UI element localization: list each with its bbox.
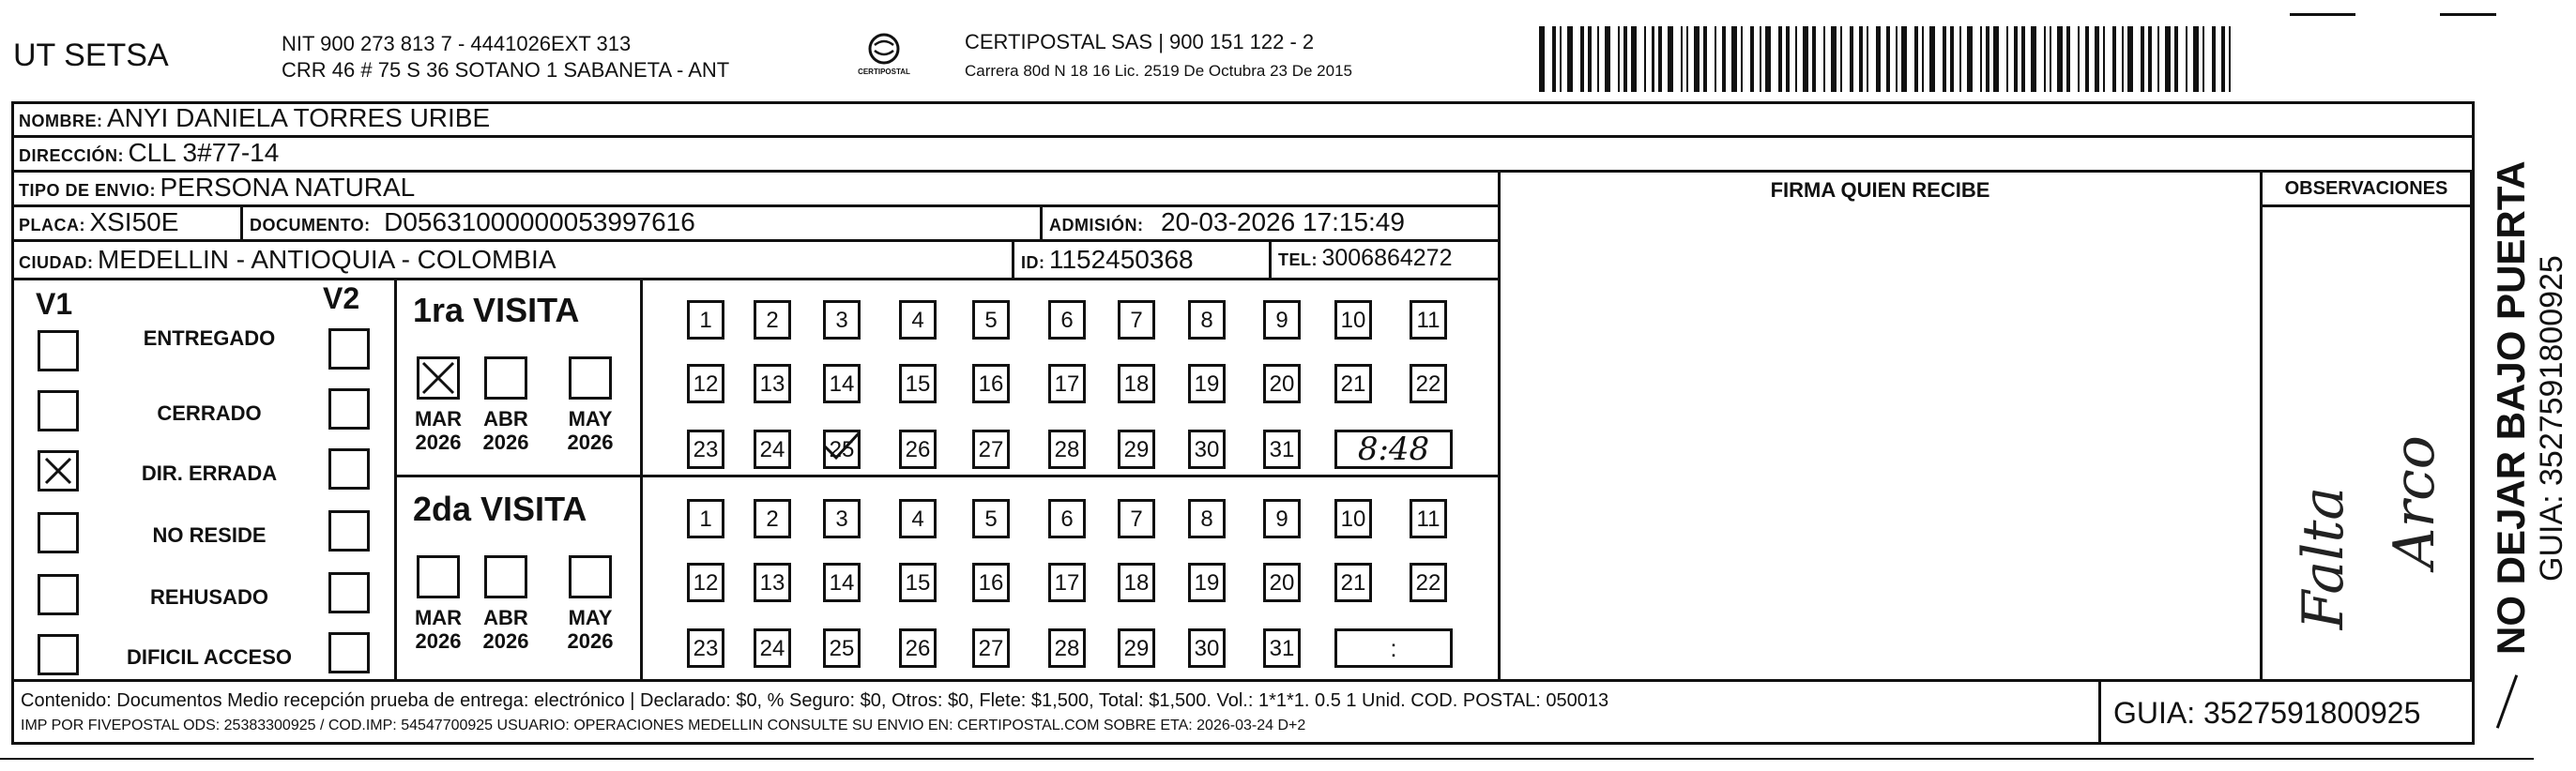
day-box[interactable]: 19 [1188, 563, 1226, 602]
day-box[interactable]: 31 [1263, 628, 1301, 668]
id-label: ID: [1021, 253, 1045, 272]
barcode-bar [1914, 26, 1918, 92]
tipo-row [19, 173, 415, 203]
day-box[interactable]: 14 [823, 364, 861, 403]
day-box[interactable]: 1 [687, 300, 724, 340]
day-box[interactable]: 24 [754, 628, 791, 668]
handwriting-line-2: Arco [2381, 435, 2447, 568]
col-divider [394, 475, 1500, 477]
day-box[interactable]: 13 [754, 563, 791, 602]
documento-value: D05631000000053997616 [384, 207, 695, 236]
barcode-bar [1644, 26, 1646, 92]
barcode-bar [1803, 26, 1808, 92]
barcode-bar [1886, 26, 1890, 92]
barcode-bar [2050, 26, 2051, 92]
day-box[interactable]: 21 [1334, 364, 1372, 403]
month-year: 2026 [567, 431, 614, 454]
id-cell [1021, 245, 1194, 275]
day-box[interactable]: 12 [687, 563, 724, 602]
v2-checkbox[interactable] [328, 388, 370, 430]
nombre-value: ANYI DANIELA TORRES URIBE [106, 103, 491, 132]
logo-text: CERTIPOSTAL [858, 68, 910, 76]
scan-line [0, 758, 2534, 760]
check-x-icon [419, 359, 457, 397]
day-box[interactable]: 8 [1188, 499, 1226, 538]
month-label [559, 407, 621, 454]
barcode-bar [2157, 26, 2159, 92]
placa-value: XSI50E [89, 207, 179, 236]
nombre-label: NOMBRE: [19, 112, 103, 130]
nit-line: NIT 900 273 813 7 - 4441026EXT 313 [282, 32, 632, 55]
barcode-bar [2141, 26, 2144, 92]
col-divider [2098, 679, 2101, 745]
barcode-bar [1896, 26, 1898, 92]
barcode-bar [1959, 26, 1961, 92]
barcode-bar [1967, 26, 1973, 92]
barcode-bar [1980, 26, 1982, 92]
barcode-bar [1686, 26, 1688, 92]
day-box[interactable]: 23 [687, 628, 724, 668]
v1-checkbox[interactable] [38, 574, 79, 615]
barcode-bar [1765, 26, 1771, 92]
day-box[interactable]: 2 [754, 300, 791, 340]
barcode-bar [2006, 26, 2008, 92]
scan-mark [2496, 674, 2518, 728]
barcode-bar [2122, 26, 2124, 92]
status-label: REHUSADO [150, 585, 268, 609]
month-label [475, 606, 537, 653]
barcode-bar [1741, 26, 1743, 92]
barcode-bar [1823, 26, 1825, 92]
tipo-value: PERSONA NATURAL [160, 173, 416, 202]
month-year: 2026 [567, 629, 614, 653]
tel-label: TEL: [1278, 250, 1318, 269]
col-divider [2260, 170, 2263, 682]
barcode-bar [2085, 26, 2089, 92]
month-name: MAY [568, 606, 613, 629]
barcode-bar [1597, 26, 1599, 92]
day-box[interactable]: 11 [1410, 300, 1447, 340]
barcode-bar [1760, 26, 1761, 92]
row-divider [11, 679, 2475, 682]
month-label [475, 407, 537, 454]
placa-label: PLACA: [19, 216, 85, 234]
scan-line [2290, 13, 2355, 16]
barcode-bar [2112, 26, 2116, 92]
barcode-bar [2103, 26, 2105, 92]
month-name: MAR [414, 407, 463, 431]
footer-line-1: Contenido: Documentos Medio recepción prueba de entrega: electrónico | Declarado: $0, % Seguro: $0, Otros: $0, Flete: $1,500, Total: $1,500. Vol.: 1*1*1. 0.5 1 Unid. COD. POSTAL: 050013 [21, 690, 1609, 711]
day-box[interactable]: 20 [1263, 563, 1301, 602]
v1-checkbox[interactable] [38, 450, 79, 491]
status-label: NO RESIDE [152, 523, 267, 547]
day-box[interactable]: 22 [1410, 364, 1447, 403]
barcode-bar [1681, 26, 1683, 92]
barcode-bar [1605, 26, 1610, 92]
admision-cell [1049, 207, 1405, 237]
barcode-bar [2066, 26, 2070, 92]
documento-cell [250, 207, 695, 237]
col-divider [1012, 239, 1014, 280]
v1-checkbox[interactable] [38, 634, 79, 675]
day-box[interactable]: 29 [1118, 430, 1155, 469]
col-divider [1498, 170, 1501, 682]
side-guia: GUIA: 3527591800925 [2534, 255, 2569, 582]
barcode-bar [1795, 26, 1797, 92]
barcode-bar [2057, 26, 2063, 92]
barcode-bar [1778, 26, 1782, 92]
month-name: ABR [483, 606, 528, 629]
row-divider [11, 239, 1501, 242]
day-box[interactable]: 21 [1334, 563, 1372, 602]
barcode-bar [1943, 26, 1946, 92]
visit-title: 1ra VISITA [413, 291, 580, 329]
ciudad-cell [19, 245, 556, 275]
barcode-bar [1831, 26, 1837, 92]
barcode-bar [1859, 26, 1863, 92]
barcode-bar [1567, 26, 1573, 92]
day-box[interactable]: 10 [1334, 499, 1372, 538]
barcode-bar [1694, 26, 1700, 92]
day-box[interactable]: 24 [754, 430, 791, 469]
day-box[interactable]: 28 [1048, 430, 1086, 469]
day-box[interactable]: 30 [1188, 430, 1226, 469]
month-year: 2026 [415, 431, 462, 454]
status-label: ENTREGADO [143, 326, 276, 350]
footer-line-2: IMP POR FIVEPOSTAL ODS: 25383300925 / COD.IMP: 54547700925 USUARIO: OPERACIONES MEDELLIN CONSULTE SU ENVIO EN: CERTIPOSTAL.COM SOBRE ETA: 2026-03-24 D+2 [21, 718, 1306, 733]
v2-label: V2 [323, 281, 360, 315]
day-box[interactable]: 14 [823, 563, 861, 602]
day-box[interactable]: 20 [1263, 364, 1301, 403]
time-box[interactable]: : [1334, 628, 1453, 668]
day-box[interactable]: 19 [1188, 364, 1226, 403]
status-label: DIFICIL ACCESO [126, 645, 292, 669]
direccion-label: DIRECCIÓN: [19, 146, 124, 165]
license-line: Carrera 80d N 18 16 Lic. 2519 De Octubra 23 De 2015 [965, 62, 1352, 80]
status-label: DIR. ERRADA [141, 461, 278, 485]
footer-guia: GUIA: 3527591800925 [2113, 696, 2421, 730]
row-divider [11, 278, 1501, 280]
barcode-bar [1929, 26, 1935, 92]
barcode-bar [2221, 26, 2225, 92]
barcode-bar [2148, 26, 2152, 92]
day-box[interactable]: 31 [1263, 430, 1301, 469]
day-box[interactable]: 26 [899, 628, 937, 668]
v2-checkbox[interactable] [328, 510, 370, 552]
month-checkbox[interactable] [484, 356, 527, 400]
day-box[interactable]: 16 [972, 364, 1010, 403]
day-box[interactable]: 11 [1410, 499, 1447, 538]
day-box[interactable]: 8 [1188, 300, 1226, 340]
day-box[interactable]: 18 [1118, 364, 1155, 403]
barcode-bar [1993, 26, 1999, 92]
barcode-bar [2031, 26, 2036, 92]
tel-value: 3006864272 [1321, 245, 1453, 271]
month-label [559, 606, 621, 653]
barcode-bar [1950, 26, 1954, 92]
day-box[interactable]: 27 [972, 628, 1010, 668]
certipostal-logo [846, 32, 922, 84]
month-checkbox[interactable] [484, 555, 527, 598]
barcode-bar [1580, 26, 1584, 92]
barcode-bar [2127, 26, 2133, 92]
day-box[interactable]: 26 [899, 430, 937, 469]
month-year: 2026 [482, 431, 529, 454]
day-box[interactable]: 27 [972, 430, 1010, 469]
visit-title: 2da VISITA [413, 490, 587, 528]
time-box[interactable]: 8:48 [1334, 430, 1453, 469]
v2-checkbox[interactable] [328, 632, 370, 673]
day-box[interactable]: 25 [823, 430, 861, 469]
month-name: MAY [568, 407, 613, 431]
direccion-row [19, 138, 279, 168]
v1-checkbox[interactable] [38, 512, 79, 553]
barcode [1539, 26, 2238, 92]
barcode-bar [1703, 26, 1707, 92]
v1-label: V1 [36, 287, 73, 321]
logo-emblem-icon [846, 32, 922, 84]
barcode-bar [2193, 26, 2199, 92]
barcode-bar [1867, 26, 1868, 92]
firma-header: FIRMA QUIEN RECIBE [1770, 178, 1990, 202]
placa-cell [19, 207, 178, 237]
month-name: MAR [414, 606, 463, 629]
col-divider [394, 278, 397, 681]
day-box[interactable]: 30 [1188, 628, 1226, 668]
day-box[interactable]: 10 [1334, 300, 1372, 340]
day-box[interactable]: 9 [1263, 300, 1301, 340]
barcode-bar [1750, 26, 1754, 92]
day-box[interactable]: 6 [1048, 300, 1086, 340]
day-check-icon [823, 430, 861, 467]
day-box[interactable]: 4 [899, 499, 937, 538]
id-value: 1152450368 [1048, 245, 1194, 274]
documento-label: DOCUMENTO: [250, 216, 371, 234]
barcode-bar [1631, 26, 1637, 92]
barcode-bar [1658, 26, 1662, 92]
col-divider [2470, 170, 2473, 682]
barcode-bar [1715, 26, 1716, 92]
day-box[interactable]: 2 [754, 499, 791, 538]
day-box[interactable]: 17 [1048, 364, 1086, 403]
nombre-row [19, 103, 490, 133]
barcode-bar [1588, 26, 1592, 92]
v2-checkbox[interactable] [328, 448, 370, 490]
day-box[interactable]: 29 [1118, 628, 1155, 668]
day-box[interactable]: 12 [687, 364, 724, 403]
admision-value: 20-03-2026 17:15:49 [1160, 207, 1405, 236]
col-divider [1269, 239, 1272, 280]
col-divider [640, 278, 643, 681]
day-box[interactable]: 15 [899, 563, 937, 602]
ciudad-label: CIUDAD: [19, 253, 94, 272]
day-box[interactable]: 22 [1410, 563, 1447, 602]
barcode-bar [2014, 26, 2018, 92]
barcode-bar [1922, 26, 1924, 92]
barcode-bar [1986, 26, 1989, 92]
barcode-bar [1901, 26, 1907, 92]
day-box[interactable]: 7 [1118, 499, 1155, 538]
observaciones-note [2280, 413, 2459, 666]
v2-checkbox[interactable] [328, 572, 370, 613]
month-label [407, 606, 469, 653]
day-box[interactable]: 28 [1048, 628, 1086, 668]
day-box[interactable]: 25 [823, 628, 861, 668]
day-box[interactable]: 4 [899, 300, 937, 340]
barcode-bar [2212, 26, 2216, 92]
month-checkbox[interactable] [417, 356, 460, 400]
handwriting-line-1: Falta [2291, 486, 2357, 630]
barcode-bar [2165, 26, 2171, 92]
barcode-bar [2078, 26, 2080, 92]
ciudad-value: MEDELLIN - ANTIOQUIA - COLOMBIA [97, 245, 556, 274]
barcode-bar [1652, 26, 1655, 92]
barcode-bar [1560, 26, 1562, 92]
barcode-bar [1876, 26, 1882, 92]
col-divider [240, 204, 243, 242]
month-name: ABR [483, 407, 528, 431]
observaciones-header: OBSERVACIONES [2284, 178, 2448, 199]
v2-checkbox[interactable] [328, 328, 370, 370]
barcode-bar [1722, 26, 1726, 92]
month-year: 2026 [482, 629, 529, 653]
scan-line [2440, 13, 2496, 16]
barcode-bar [2095, 26, 2100, 92]
day-box[interactable]: 9 [1263, 499, 1301, 538]
month-year: 2026 [415, 629, 462, 653]
day-box[interactable]: 15 [899, 364, 937, 403]
tel-cell [1278, 245, 1453, 272]
day-box[interactable]: 5 [972, 499, 1010, 538]
barcode-bar [2021, 26, 2025, 92]
col-divider [1040, 204, 1043, 242]
day-box[interactable]: 17 [1048, 563, 1086, 602]
barcode-bar [1623, 26, 1627, 92]
day-box[interactable]: 6 [1048, 499, 1086, 538]
admision-label: ADMISIÓN: [1049, 216, 1144, 234]
month-checkbox[interactable] [569, 356, 612, 400]
check-x-icon [40, 453, 76, 489]
row-divider [11, 135, 2475, 138]
barcode-bar [2174, 26, 2178, 92]
direccion-value: CLL 3#77-14 [128, 138, 280, 167]
month-label [407, 407, 469, 454]
status-label: CERRADO [157, 401, 262, 425]
day-box[interactable]: 5 [972, 300, 1010, 340]
day-box[interactable]: 18 [1118, 563, 1155, 602]
barcode-bar [2044, 26, 2046, 92]
address-line: CRR 46 # 75 S 36 SOTANO 1 SABANETA - ANT [282, 58, 730, 82]
barcode-bar [1539, 26, 1545, 92]
day-box[interactable]: 23 [687, 430, 724, 469]
obs-header-underline [2263, 204, 2470, 207]
day-box[interactable]: 3 [823, 300, 861, 340]
day-box[interactable]: 1 [687, 499, 724, 538]
company-name: UT SETSA [13, 38, 169, 73]
barcode-bar [2203, 26, 2204, 92]
barcode-bar [1850, 26, 1853, 92]
barcode-bar [2186, 26, 2187, 92]
v1-checkbox[interactable] [38, 390, 79, 431]
month-checkbox[interactable] [569, 555, 612, 598]
barcode-bar [1812, 26, 1816, 92]
day-box[interactable]: 3 [823, 499, 861, 538]
v1-checkbox[interactable] [38, 330, 79, 371]
day-box[interactable]: 7 [1118, 300, 1155, 340]
barcode-bar [2229, 26, 2231, 92]
day-box[interactable]: 16 [972, 563, 1010, 602]
barcode-bar [1840, 26, 1842, 92]
barcode-bar [1668, 26, 1673, 92]
month-checkbox[interactable] [417, 555, 460, 598]
barcode-bar [1552, 26, 1556, 92]
barcode-bar [1618, 26, 1620, 92]
tipo-label: TIPO DE ENVIO: [19, 181, 157, 200]
barcode-bar [1786, 26, 1790, 92]
side-warning: NO DEJAR BAJO PUERTA [2489, 160, 2533, 655]
courier-line: CERTIPOSTAL SAS | 900 151 122 - 2 [965, 30, 1315, 53]
day-box[interactable]: 13 [754, 364, 791, 403]
barcode-bar [1731, 26, 1737, 92]
